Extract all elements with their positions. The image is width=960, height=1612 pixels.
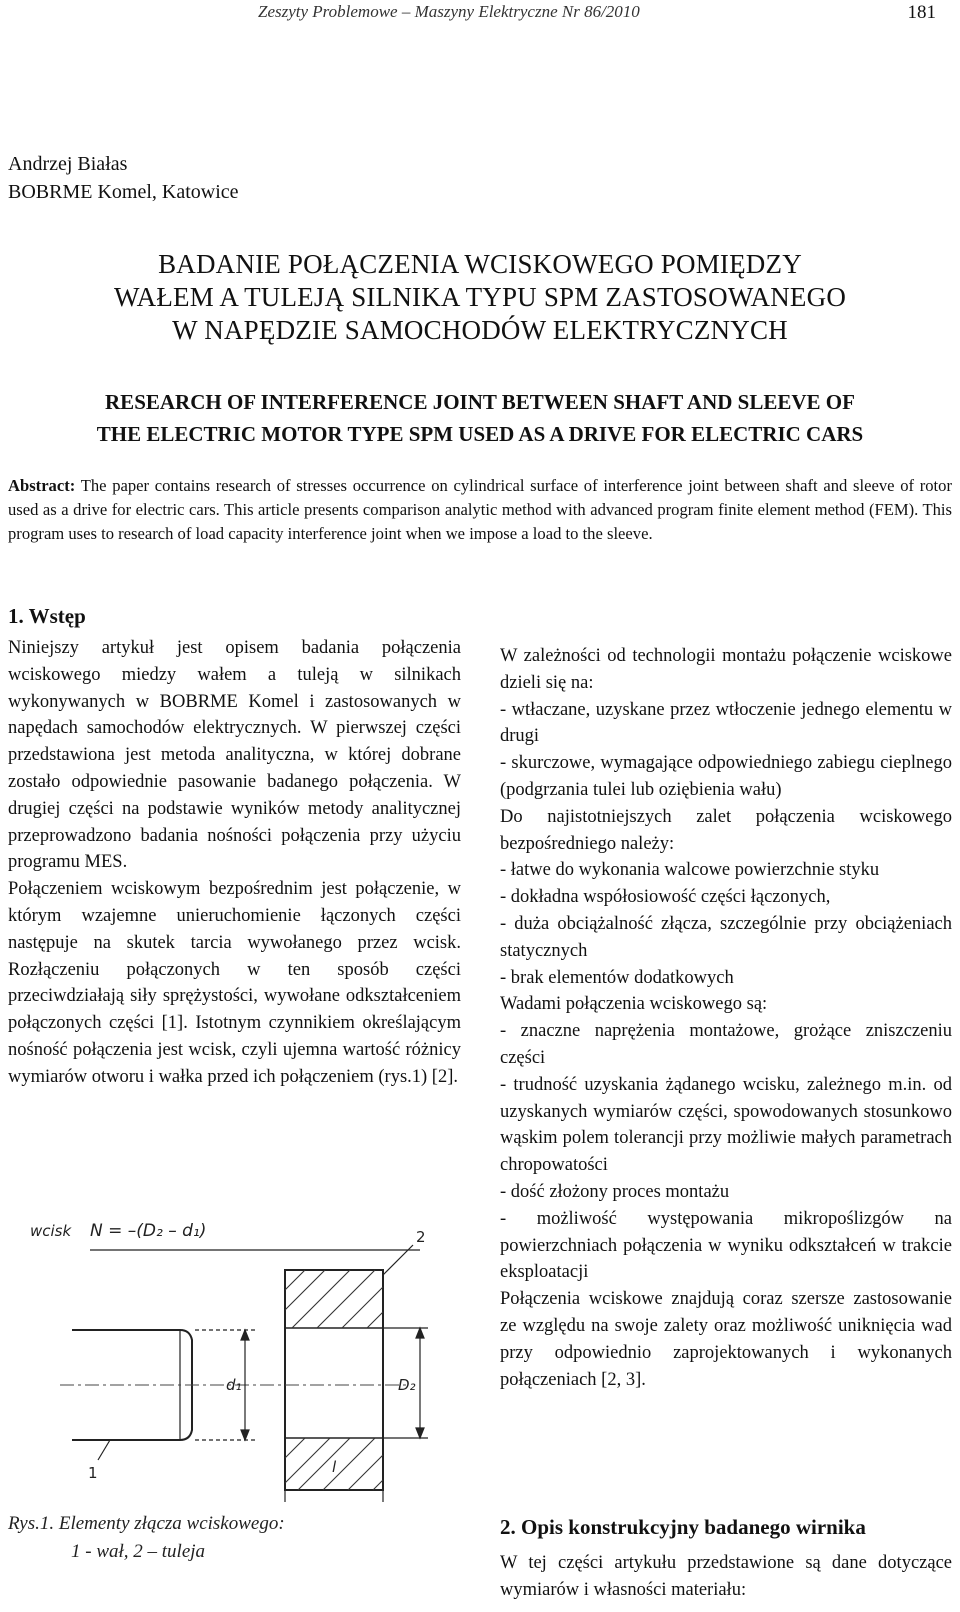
author-affiliation: BOBRME Komel, Katowice xyxy=(8,181,239,203)
figure-caption xyxy=(8,1510,285,1566)
interference-joint-figure xyxy=(30,1221,460,1500)
author-name: Andrzej Białas xyxy=(8,153,128,175)
right-list-item: - trudność uzyskania żądanego wcisku, zależnego m.in. od uzyskanych wymiarów części, spowodowanych stosunkowo wąskim polem tolerancji przy możliwie małych parametrach chropowatości xyxy=(500,1074,952,1176)
label-D2: D₂ xyxy=(398,1376,416,1394)
label-l: l xyxy=(332,1458,337,1476)
right-para: Wadami połączenia wciskowego są: xyxy=(500,994,768,1015)
journal-title: Zeszyty Problemowe – Maszyny Elektryczne Nr 86/2010 xyxy=(258,2,640,21)
abstract-text: The paper contains research of stresses occurrence on cylindrical surface of interference joint between shaft and sleeve of rotor used as a drive for electric cars. This article presents comparison analytic method with advanced program finite element method (FEM). This program uses to research of load capacity interference joint when we impose a load to the sleeve. xyxy=(8,476,952,543)
right-list-item: - wtłaczane, uzyskane przez wtłoczenie jednego elementu w drugi xyxy=(500,699,952,747)
right-list-item: - brak elementów dodatkowych xyxy=(500,967,734,988)
page-header xyxy=(0,0,960,40)
right-list-item: - znaczne naprężenia montażowe, grożące zniszczeniu części xyxy=(500,1021,952,1068)
left-column xyxy=(8,604,461,1091)
label-part2: 2 xyxy=(416,1228,426,1246)
label-d1: d₁ xyxy=(226,1376,242,1394)
right-list-item: - możliwość występowania mikropoślizgów na powierzchniach połączenia w wyniku odkształceń w trakcie eksploatacji xyxy=(500,1208,952,1283)
right-list-item: - duża obciążalność złącza, szczególnie przy obciążeniach statycznych xyxy=(500,913,952,961)
title-en-line1: RESEARCH OF INTERFERENCE JOINT BETWEEN SHAFT AND SLEEVE OF xyxy=(105,390,855,414)
label-part1: 1 xyxy=(88,1464,98,1482)
right-column xyxy=(500,643,952,1393)
section2-heading: 2. Opis konstrukcyjny badanego wirnika xyxy=(500,1515,866,1539)
title-english xyxy=(0,386,960,450)
author-block xyxy=(8,150,239,206)
caption-line1: Rys.1. Elementy złącza wciskowego: xyxy=(8,1513,285,1534)
section2-paragraph: W tej części artykułu przedstawione są dane dotyczące wymiarów i własności materiału: xyxy=(500,1553,952,1600)
right-list-item: - dokładna współosiowość części łączonych, xyxy=(500,887,831,908)
page-number: 181 xyxy=(907,2,936,23)
title-pl-line3: W NAPĘDZIE SAMOCHODÓW ELEKTRYCZNYCH xyxy=(172,315,788,345)
title-polish xyxy=(0,248,960,347)
right-para: W zależności od technologii montażu połączenie wciskowe dzieli się na: xyxy=(500,646,952,693)
abstract xyxy=(8,474,952,546)
right-list-item: - łatwe do wykonania walcowe powierzchnie styku xyxy=(500,860,880,881)
section1-paragraph-2: Połączeniem wciskowym bezpośrednim jest połączenie, w którym wzajemne unieruchomienie łączonych części następuje na skutek tarcia wywołanego przez wcisk. Rozłączeniu połączonych w ten sposób części przeciwdziałają siły sprężystości, wywołane odkształceniem połączonych części [1]. Istotnym czynnikiem określającym nośność połączenia jest wcisk, czyli ujemna wartość różnicy wymiarów otworu i wałka przed ich połączeniem (rys.1) [2]. xyxy=(8,879,461,1087)
abstract-label: Abstract: xyxy=(8,476,76,495)
title-en-line2: THE ELECTRIC MOTOR TYPE SPM USED AS A DRIVE FOR ELECTRIC CARS xyxy=(96,422,864,446)
section1-heading: 1. Wstęp xyxy=(8,604,86,628)
label-formula: N = –(D₂ – d₁) xyxy=(90,1221,207,1241)
sleeve-hatching xyxy=(285,1270,383,1490)
right-list-item: - dość złożony proces montażu xyxy=(500,1181,730,1202)
sleeve-outline xyxy=(285,1270,383,1490)
caption-line2: 1 - wał, 2 – tuleja xyxy=(71,1541,206,1562)
right-list-item: - skurczowe, wymagające odpowiedniego zabiegu cieplnego (podgrzania tulei lub oziębienia wału) xyxy=(500,753,952,800)
right-para: Połączenia wciskowe znajdują coraz szersze zastosowanie ze względu na swoje zalety oraz możliwość uniknięcia wad przy odpowiednio zaprojektowanych i wykonanych połączeniach [2, 3]. xyxy=(500,1289,952,1390)
title-pl-line2: WAŁEM A TULEJĄ SILNIKA TYPU SPM ZASTOSOWANEGO xyxy=(113,282,847,312)
label-wcisk: wcisk xyxy=(30,1222,72,1240)
section1-paragraph-1: Niniejszy artykuł jest opisem badania połączenia wciskowego miedzy wałem a tuleją w silnikach wykonywanych w BOBRME Komel i zastosowanych w napędach samochodów elektrycznych. W pierwszej części przedstawiona jest metoda analityczna, w której dobrane zostało odpowiednie pasowanie badanego połączenia. W drugiej części na podstawie wyników metody analitycznej przeprowadzono badania nośności połączenia przy użyciu programu MES. xyxy=(8,638,461,873)
right-para: Do najistotniejszych zalet połączenia wciskowego bezpośredniego należy: xyxy=(500,806,952,854)
title-pl-line1: BADANIE POŁĄCZENIA WCISKOWEGO POMIĘDZY xyxy=(158,249,802,279)
